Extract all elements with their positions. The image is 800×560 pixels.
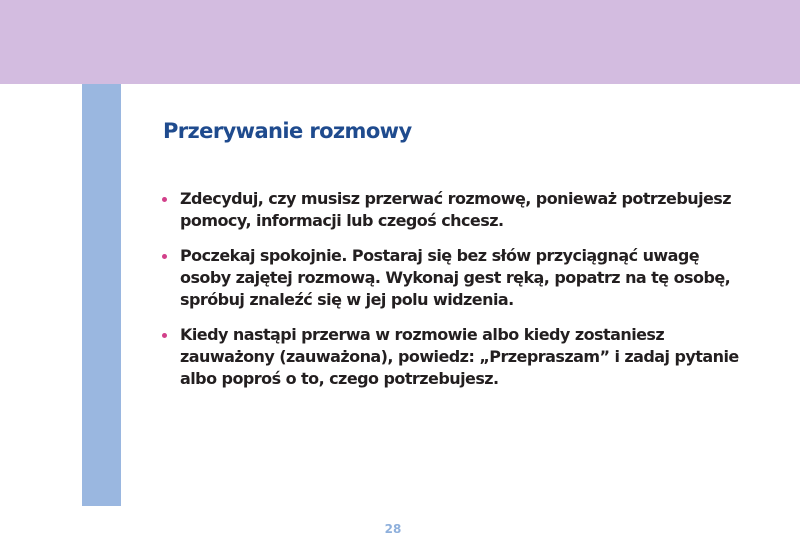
bullet-dot-icon — [162, 333, 167, 338]
bullet-item — [160, 245, 760, 311]
bullet-list — [160, 188, 760, 403]
top-header-band — [0, 0, 800, 84]
bullet-text-line: Poczekaj spokojnie. Postaraj się bez słów przyciągnąć uwagę — [180, 246, 700, 265]
bullet-text-line: osoby zajętej rozmową. Wykonaj gest ręką, popatrz na tę osobę, — [180, 268, 731, 287]
bullet-dot-icon — [162, 197, 167, 202]
side-accent-bar — [82, 84, 121, 506]
bullet-text-line: Kiedy nastąpi przerwa w rozmowie albo kiedy zostaniesz — [180, 325, 665, 344]
bullet-text-line: albo poproś o to, czego potrzebujesz. — [180, 369, 499, 388]
page-title: Przerywanie rozmowy — [163, 119, 412, 143]
bullet-dot-icon — [162, 254, 167, 259]
bullet-text-line: zauważony (zauważona), powiedz: „Przepraszam” i zadaj pytanie — [180, 347, 739, 366]
bullet-text-line: spróbuj znaleźć się w jej polu widzenia. — [180, 290, 514, 309]
bullet-item — [160, 188, 760, 232]
bullet-text-line: Zdecyduj, czy musisz przerwać rozmowę, ponieważ potrzebujesz — [180, 189, 732, 208]
bullet-text-line: pomocy, informacji lub czegoś chcesz. — [180, 211, 504, 230]
bullet-item — [160, 324, 760, 390]
page-number: 28 — [384, 522, 402, 536]
